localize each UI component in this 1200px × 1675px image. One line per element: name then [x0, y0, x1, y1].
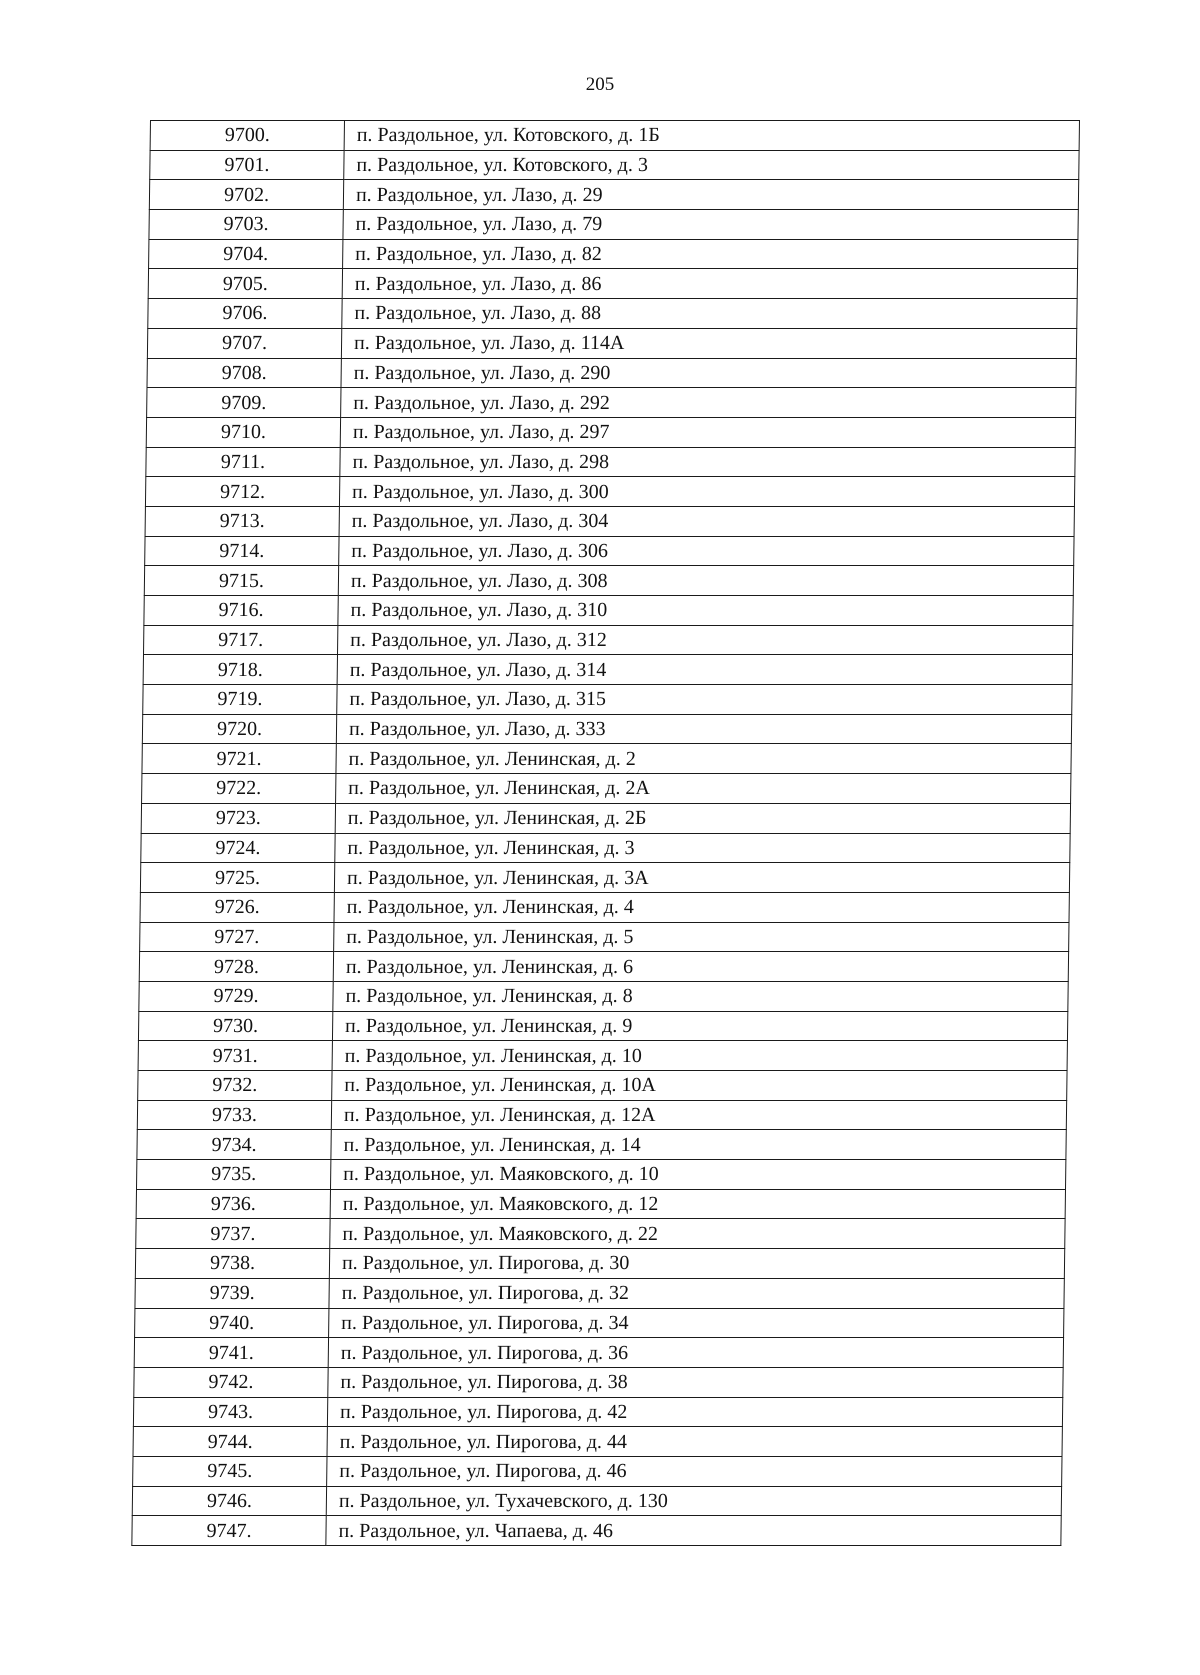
table-row	[143, 655, 1072, 685]
table-row	[145, 477, 1074, 507]
row-number: 9722.	[142, 774, 336, 804]
row-address: п. Раздольное, ул. Лазо, д. 333	[336, 714, 1071, 744]
table-row	[138, 1011, 1067, 1041]
row-number: 9725.	[140, 863, 334, 893]
row-address: п. Раздольное, ул. Пирогова, д. 36	[328, 1338, 1063, 1368]
row-address: п. Раздольное, ул. Лазо, д. 292	[341, 388, 1076, 418]
row-number: 9703.	[149, 210, 343, 240]
table-row	[140, 892, 1069, 922]
row-address: п. Раздольное, ул. Ленинская, д. 2	[336, 744, 1071, 774]
table-row	[134, 1338, 1063, 1368]
row-number: 9702.	[149, 180, 343, 210]
row-number: 9716.	[144, 596, 338, 626]
row-address: п. Раздольное, ул. Ленинская, д. 2А	[336, 774, 1071, 804]
row-number: 9713.	[145, 506, 339, 536]
table-row	[133, 1456, 1062, 1486]
row-address: п. Раздольное, ул. Пирогова, д. 46	[327, 1456, 1062, 1486]
row-number: 9747.	[132, 1516, 326, 1546]
table-row	[135, 1278, 1064, 1308]
row-number: 9737.	[136, 1219, 330, 1249]
row-address: п. Раздольное, ул. Лазо, д. 310	[338, 596, 1073, 626]
row-number: 9714.	[145, 536, 339, 566]
row-address: п. Раздольное, ул. Лазо, д. 86	[342, 269, 1077, 299]
row-address: п. Раздольное, ул. Лазо, д. 82	[343, 239, 1078, 269]
row-number: 9712.	[145, 477, 339, 507]
row-number: 9710.	[146, 417, 340, 447]
row-address: п. Раздольное, ул. Лазо, д. 88	[342, 299, 1077, 329]
row-address: п. Раздольное, ул. Пирогова, д. 30	[329, 1249, 1064, 1279]
table-row	[144, 566, 1073, 596]
table-row	[138, 1041, 1067, 1071]
row-address: п. Раздольное, ул. Ленинская, д. 14	[331, 1130, 1066, 1160]
table-row	[140, 863, 1069, 893]
row-address: п. Раздольное, ул. Ленинская, д. 3	[335, 833, 1070, 863]
address-table-body	[132, 121, 1080, 1546]
row-number: 9742.	[134, 1367, 328, 1397]
table-row	[135, 1249, 1064, 1279]
row-address: п. Раздольное, ул. Котовского, д. 1Б	[344, 121, 1079, 151]
row-number: 9729.	[139, 981, 333, 1011]
row-number: 9723.	[141, 803, 335, 833]
row-address: п. Раздольное, ул. Ленинская, д. 9	[332, 1011, 1067, 1041]
table-row	[141, 833, 1070, 863]
table-row	[136, 1189, 1065, 1219]
row-address: п. Раздольное, ул. Лазо, д. 114А	[341, 328, 1076, 358]
row-address: п. Раздольное, ул. Маяковского, д. 22	[330, 1219, 1065, 1249]
row-address: п. Раздольное, ул. Маяковского, д. 10	[331, 1160, 1066, 1190]
row-address: п. Раздольное, ул. Лазо, д. 300	[339, 477, 1074, 507]
row-address: п. Раздольное, ул. Лазо, д. 315	[337, 685, 1072, 715]
table-row	[145, 536, 1074, 566]
row-address: п. Раздольное, ул. Лазо, д. 29	[343, 180, 1078, 210]
row-address: п. Раздольное, ул. Лазо, д. 298	[340, 447, 1075, 477]
row-number: 9711.	[146, 447, 340, 477]
table-row	[136, 1219, 1065, 1249]
row-number: 9706.	[148, 299, 342, 329]
row-number: 9740.	[135, 1308, 329, 1338]
row-address: п. Раздольное, ул. Ленинская, д. 10	[332, 1041, 1067, 1071]
table-row	[149, 239, 1078, 269]
row-address: п. Раздольное, ул. Маяковского, д. 12	[330, 1189, 1065, 1219]
row-address: п. Раздольное, ул. Лазо, д. 297	[340, 417, 1075, 447]
row-number: 9731.	[138, 1041, 332, 1071]
row-number: 9743.	[133, 1397, 327, 1427]
row-number: 9730.	[138, 1011, 332, 1041]
row-number: 9708.	[147, 358, 341, 388]
table-row	[139, 981, 1068, 1011]
row-address: п. Раздольное, ул. Ленинская, д. 6	[333, 952, 1068, 982]
table-row	[144, 596, 1073, 626]
row-address: п. Раздольное, ул. Ленинская, д. 10А	[332, 1071, 1067, 1101]
row-number: 9727.	[140, 922, 334, 952]
address-table-wrapper	[131, 120, 1080, 1546]
row-address: п. Раздольное, ул. Пирогова, д. 38	[328, 1367, 1063, 1397]
row-number: 9718.	[143, 655, 337, 685]
row-number: 9704.	[149, 239, 343, 269]
row-address: п. Раздольное, ул. Лазо, д. 312	[337, 625, 1072, 655]
row-number: 9732.	[138, 1071, 332, 1101]
table-row	[147, 358, 1076, 388]
row-number: 9724.	[141, 833, 335, 863]
row-number: 9739.	[135, 1278, 329, 1308]
row-number: 9736.	[136, 1189, 330, 1219]
row-address: п. Раздольное, ул. Пирогова, д. 34	[329, 1308, 1064, 1338]
table-row	[132, 1486, 1061, 1516]
table-row	[133, 1397, 1062, 1427]
row-number: 9735.	[137, 1160, 331, 1190]
table-row	[139, 952, 1068, 982]
row-address: п. Раздольное, ул. Тухачевского, д. 130	[326, 1486, 1061, 1516]
table-row	[142, 714, 1071, 744]
table-row	[132, 1516, 1061, 1546]
table-row	[137, 1130, 1066, 1160]
table-row	[148, 299, 1077, 329]
table-row	[134, 1367, 1063, 1397]
row-address: п. Раздольное, ул. Ленинская, д. 12А	[331, 1100, 1066, 1130]
row-number: 9719.	[143, 685, 337, 715]
row-address: п. Раздольное, ул. Лазо, д. 306	[339, 536, 1074, 566]
row-number: 9745.	[133, 1456, 327, 1486]
row-number: 9705.	[148, 269, 342, 299]
table-row	[143, 685, 1072, 715]
row-number: 9707.	[147, 328, 341, 358]
row-address: п. Раздольное, ул. Ленинская, д. 4	[334, 892, 1069, 922]
table-row	[149, 210, 1078, 240]
table-row	[135, 1308, 1064, 1338]
address-table	[131, 120, 1080, 1546]
row-address: п. Раздольное, ул. Лазо, д. 290	[341, 358, 1076, 388]
table-row	[141, 803, 1070, 833]
row-address: п. Раздольное, ул. Лазо, д. 79	[343, 210, 1078, 240]
row-number: 9728.	[139, 952, 333, 982]
row-address: п. Раздольное, ул. Ленинская, д. 2Б	[335, 803, 1070, 833]
row-address: п. Раздольное, ул. Лазо, д. 314	[337, 655, 1072, 685]
table-row	[137, 1100, 1066, 1130]
row-address: п. Раздольное, ул. Пирогова, д. 42	[327, 1397, 1062, 1427]
page-number: 205	[585, 74, 615, 95]
table-row	[140, 922, 1069, 952]
row-number: 9701.	[150, 150, 344, 180]
row-address: п. Раздольное, ул. Ленинская, д. 8	[333, 981, 1068, 1011]
row-address: п. Раздольное, ул. Чапаева, д. 46	[326, 1516, 1061, 1546]
row-number: 9734.	[137, 1130, 331, 1160]
row-number: 9744.	[133, 1427, 327, 1457]
table-row	[147, 388, 1076, 418]
table-row	[142, 774, 1071, 804]
row-address: п. Раздольное, ул. Пирогова, д. 44	[327, 1427, 1062, 1457]
table-row	[145, 506, 1074, 536]
table-row	[133, 1427, 1062, 1457]
row-number: 9733.	[137, 1100, 331, 1130]
table-row	[137, 1160, 1066, 1190]
table-row	[150, 150, 1079, 180]
row-address: п. Раздольное, ул. Лазо, д. 304	[339, 506, 1074, 536]
row-address: п. Раздольное, ул. Лазо, д. 308	[338, 566, 1073, 596]
row-address: п. Раздольное, ул. Пирогова, д. 32	[329, 1278, 1064, 1308]
row-number: 9746.	[132, 1486, 326, 1516]
row-number: 9700.	[150, 121, 344, 151]
row-number: 9709.	[147, 388, 341, 418]
table-row	[150, 121, 1079, 151]
table-row	[142, 744, 1071, 774]
row-number: 9720.	[142, 714, 336, 744]
table-row	[149, 180, 1078, 210]
row-number: 9715.	[144, 566, 338, 596]
table-row	[143, 625, 1072, 655]
row-number: 9741.	[134, 1338, 328, 1368]
row-number: 9738.	[135, 1249, 329, 1279]
table-row	[146, 417, 1075, 447]
table-row	[147, 328, 1076, 358]
row-number: 9726.	[140, 892, 334, 922]
row-address: п. Раздольное, ул. Ленинская, д. 5	[334, 922, 1069, 952]
row-address: п. Раздольное, ул. Котовского, д. 3	[344, 150, 1079, 180]
row-address: п. Раздольное, ул. Ленинская, д. 3А	[334, 863, 1069, 893]
row-number: 9717.	[143, 625, 337, 655]
table-row	[146, 447, 1075, 477]
table-row	[138, 1071, 1067, 1101]
row-number: 9721.	[142, 744, 336, 774]
table-row	[148, 269, 1077, 299]
